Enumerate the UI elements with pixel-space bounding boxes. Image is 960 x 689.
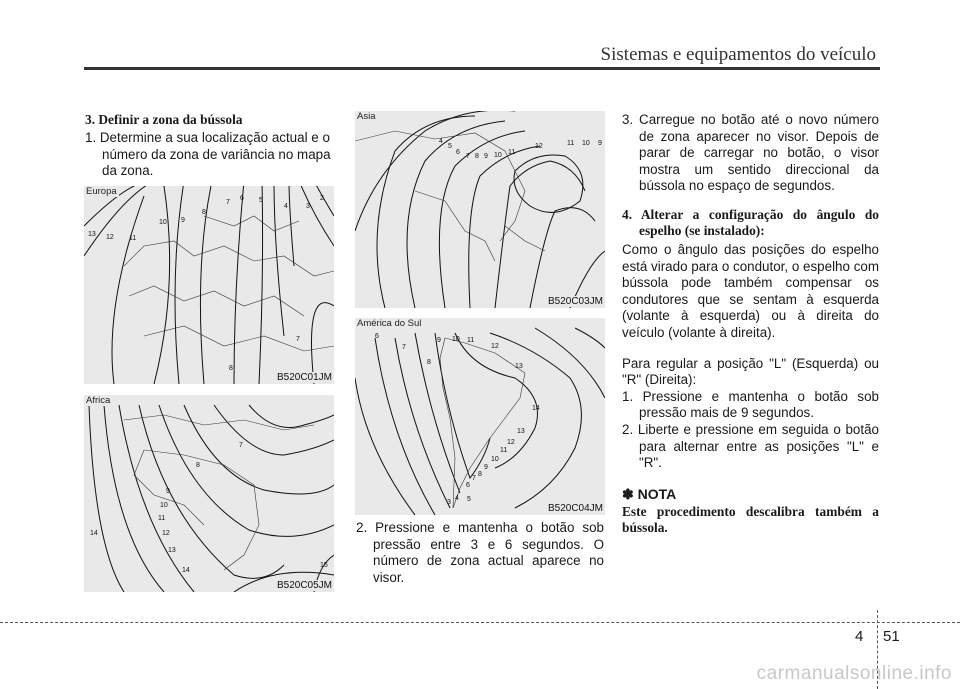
svg-text:15: 15 bbox=[320, 562, 328, 569]
svg-text:10: 10 bbox=[582, 140, 590, 147]
svg-text:2: 2 bbox=[320, 195, 324, 202]
svg-text:8: 8 bbox=[475, 153, 479, 160]
map-europe bbox=[84, 186, 334, 384]
map-asia-label: Asia bbox=[357, 111, 376, 122]
svg-text:13: 13 bbox=[515, 363, 523, 370]
svg-text:7: 7 bbox=[239, 442, 243, 449]
svg-text:8: 8 bbox=[478, 471, 482, 478]
map-europe-contours bbox=[84, 186, 334, 384]
svg-text:4: 4 bbox=[455, 495, 459, 502]
svg-text:8: 8 bbox=[202, 209, 206, 216]
svg-text:10: 10 bbox=[159, 219, 167, 226]
map-africa bbox=[84, 395, 334, 592]
map-south-america-label: América do Sul bbox=[357, 318, 422, 329]
svg-text:7: 7 bbox=[296, 336, 300, 343]
svg-text:14: 14 bbox=[532, 405, 540, 412]
map-europe-label: Europa bbox=[86, 186, 117, 197]
svg-text:14: 14 bbox=[90, 530, 98, 537]
column-2 bbox=[356, 520, 604, 586]
map-asia bbox=[355, 111, 605, 308]
svg-text:10: 10 bbox=[160, 502, 168, 509]
svg-text:10: 10 bbox=[452, 336, 460, 343]
column-3 bbox=[622, 112, 879, 536]
svg-text:5: 5 bbox=[448, 143, 452, 150]
svg-text:4: 4 bbox=[439, 138, 443, 145]
note-title: ✽ NOTA bbox=[622, 485, 677, 502]
svg-text:13: 13 bbox=[88, 231, 96, 238]
svg-text:12: 12 bbox=[491, 343, 499, 350]
column-1 bbox=[85, 112, 335, 180]
svg-text:7: 7 bbox=[472, 475, 476, 482]
svg-text:3: 3 bbox=[447, 499, 451, 506]
map-africa-code: B520C05JM bbox=[276, 580, 332, 591]
note-text: Este procedimento descalibra também a bússola. bbox=[622, 504, 879, 536]
map-africa-label: Africa bbox=[86, 395, 111, 406]
map-south-america bbox=[355, 318, 605, 515]
map-africa-contours bbox=[84, 395, 334, 592]
adjust-step-2: 2. Liberte e pressione em seguida o botão para alternar entre as posições "L" e "R". bbox=[622, 421, 879, 471]
header-rule bbox=[84, 67, 880, 70]
svg-text:11: 11 bbox=[467, 337, 475, 344]
svg-text:11: 11 bbox=[567, 140, 575, 147]
svg-text:6: 6 bbox=[456, 149, 460, 156]
running-header: Sistemas e equipamentos do veículo bbox=[600, 44, 876, 65]
mirror-angle-paragraph: Como o ângulo das posições do espelho está virado para o condutor, o espelho com bússola pode também compensar os condutores que se sentam à esquerda (volante à esquerda) ou à direita do veículo (volante à direita). bbox=[622, 241, 879, 340]
svg-text:4: 4 bbox=[284, 203, 288, 210]
svg-text:9: 9 bbox=[598, 140, 602, 147]
svg-text:6: 6 bbox=[240, 195, 244, 202]
page-number: 51 bbox=[883, 628, 900, 645]
svg-text:9: 9 bbox=[484, 153, 488, 160]
svg-text:6: 6 bbox=[375, 333, 379, 340]
footer-rule bbox=[0, 622, 960, 623]
svg-text:12: 12 bbox=[162, 530, 170, 537]
svg-text:9: 9 bbox=[484, 464, 488, 471]
svg-text:5: 5 bbox=[259, 197, 263, 204]
section-heading-4: 4. Alterar a configuração do ângulo do espelho (se instalado): bbox=[622, 206, 879, 238]
svg-text:13: 13 bbox=[168, 547, 176, 554]
step-1: 1. Determine a sua localização actual e o número da zona de variância no mapa da zona. bbox=[85, 130, 331, 179]
map-asia-code: B520C03JM bbox=[547, 296, 603, 307]
svg-text:11: 11 bbox=[158, 515, 166, 522]
svg-text:8: 8 bbox=[196, 462, 200, 469]
svg-text:7: 7 bbox=[466, 153, 470, 160]
svg-text:7: 7 bbox=[402, 344, 406, 351]
svg-text:5: 5 bbox=[467, 496, 471, 503]
section-heading-3: 3. Definir a zona da bússola bbox=[85, 112, 243, 127]
svg-text:9: 9 bbox=[437, 337, 441, 344]
watermark: carmanualsonline.info bbox=[756, 663, 952, 684]
svg-text:8: 8 bbox=[427, 359, 431, 366]
svg-text:8: 8 bbox=[229, 365, 233, 372]
svg-text:7: 7 bbox=[226, 199, 230, 206]
step-3: 3. Carregue no botão até o novo número de zona aparecer no visor. Depois de parar de carregar no botão, o visor mostra um sentido direccional da bússola no espaço de segundos. bbox=[622, 112, 879, 194]
svg-text:10: 10 bbox=[494, 152, 502, 159]
svg-text:13: 13 bbox=[517, 428, 525, 435]
svg-text:9: 9 bbox=[166, 488, 170, 495]
svg-text:9: 9 bbox=[181, 217, 185, 224]
svg-text:10: 10 bbox=[491, 456, 499, 463]
map-europe-code: B520C01JM bbox=[276, 372, 332, 383]
svg-text:12: 12 bbox=[507, 439, 515, 446]
svg-text:11: 11 bbox=[500, 447, 508, 454]
step-2: 2. Pressione e mantenha o botão sob pressão entre 3 e 6 segundos. O número de zona actual aparece no visor. bbox=[356, 520, 604, 585]
map-south-america-contours bbox=[355, 318, 605, 515]
svg-text:12: 12 bbox=[106, 234, 114, 241]
svg-text:12: 12 bbox=[535, 143, 543, 150]
svg-text:11: 11 bbox=[129, 235, 137, 242]
adjust-position-paragraph: Para regular a posição "L" (Esquerda) ou "R" (Direita): bbox=[622, 355, 879, 388]
svg-text:14: 14 bbox=[182, 567, 190, 574]
svg-text:6: 6 bbox=[466, 482, 470, 489]
map-asia-contours bbox=[355, 111, 605, 308]
adjust-step-1: 1. Pressione e mantenha o botão sob pressão mais de 9 segundos. bbox=[622, 388, 879, 421]
map-south-america-code: B520C04JM bbox=[547, 503, 603, 514]
chapter-number: 4 bbox=[855, 628, 864, 645]
svg-text:3: 3 bbox=[306, 203, 310, 210]
svg-text:11: 11 bbox=[508, 149, 516, 156]
